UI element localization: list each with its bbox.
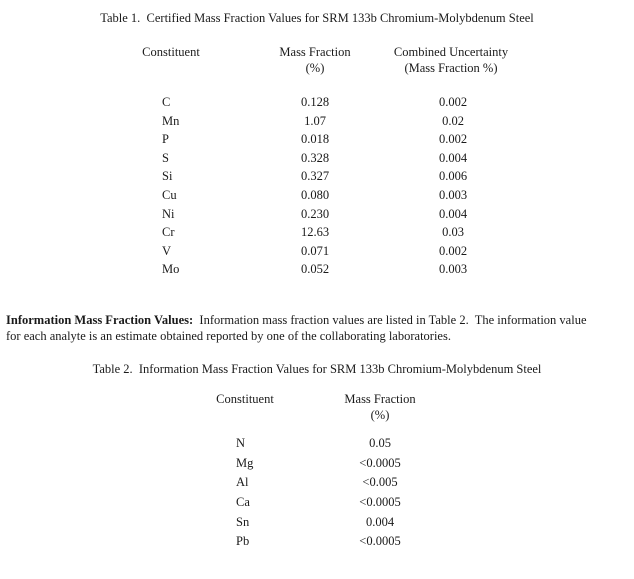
info-paragraph-line2: for each analyte is an estimate obtained reported by one of the collaborating laboratories. xyxy=(6,329,451,344)
uncertainty-cell: 0.002 xyxy=(438,95,468,109)
constituent-cell: Ni xyxy=(162,206,175,221)
table2-header-mass-fraction xyxy=(310,391,450,423)
table-row xyxy=(0,205,634,224)
constituent-cell: Cu xyxy=(162,187,177,202)
mass-fraction-cell: <0.0005 xyxy=(359,534,401,549)
mass-fraction-cell: 12.63 xyxy=(300,225,330,240)
constituent-cell: Pb xyxy=(236,534,250,549)
constituent-cell: C xyxy=(162,95,171,109)
table2-title: Table 2. Information Mass Fraction Values for SRM 133b Chromium-Molybdenum Steel xyxy=(92,362,542,376)
table-row xyxy=(0,454,634,474)
table-row xyxy=(0,149,634,168)
constituent-cell: Mg xyxy=(236,455,254,470)
table-row xyxy=(0,167,634,186)
constituent-cell: Mo xyxy=(162,262,180,277)
constituent-cell: P xyxy=(162,132,169,147)
table-row xyxy=(0,473,634,493)
mass-fraction-cell: 1.07 xyxy=(304,113,326,128)
table1-header-constituent: Constituent xyxy=(142,45,200,59)
constituent-cell: Si xyxy=(162,169,173,184)
mass-fraction-cell: <0.005 xyxy=(362,475,398,490)
mass-fraction-cell: 0.071 xyxy=(300,243,330,258)
table1-header-mass-fraction-label: Mass Fraction xyxy=(279,45,351,59)
table-row xyxy=(0,513,634,533)
mass-fraction-cell: 0.080 xyxy=(300,187,330,202)
uncertainty-cell: 0.02 xyxy=(442,113,464,128)
mass-fraction-cell: 0.004 xyxy=(365,514,395,529)
uncertainty-cell: 0.003 xyxy=(438,187,468,202)
mass-fraction-cell: 0.052 xyxy=(300,262,330,277)
table1-body xyxy=(0,93,634,279)
uncertainty-cell: 0.03 xyxy=(442,225,464,240)
constituent-cell: Mn xyxy=(162,113,180,128)
info-paragraph-line1: Information mass fraction values are listed in Table 2. The information value xyxy=(193,313,587,327)
constituent-cell: S xyxy=(162,150,169,165)
mass-fraction-cell: 0.128 xyxy=(300,95,330,109)
table-row xyxy=(0,186,634,205)
uncertainty-cell: 0.006 xyxy=(438,169,468,184)
constituent-cell: Cr xyxy=(162,225,175,240)
constituent-cell: N xyxy=(236,436,246,450)
uncertainty-cell: 0.002 xyxy=(438,243,468,258)
constituent-cell: Ca xyxy=(236,495,250,510)
uncertainty-cell: 0.003 xyxy=(438,262,468,277)
table1-header-mass-fraction-unit: (%) xyxy=(305,61,325,76)
table2-header-mass-fraction-unit: (%) xyxy=(370,408,390,423)
mass-fraction-cell: 0.230 xyxy=(300,206,330,221)
mass-fraction-cell: 0.018 xyxy=(300,132,330,147)
table-row xyxy=(0,93,634,112)
table-row xyxy=(0,493,634,513)
table1-title: Table 1. Certified Mass Fraction Values for SRM 133b Chromium-Molybdenum Steel xyxy=(100,11,534,25)
table-row xyxy=(0,223,634,242)
table2-header-mass-fraction-label: Mass Fraction xyxy=(344,392,416,406)
constituent-cell: Sn xyxy=(236,514,250,529)
table2-header-constituent: Constituent xyxy=(216,392,274,406)
mass-fraction-cell: 0.327 xyxy=(300,169,330,184)
mass-fraction-cell: <0.0005 xyxy=(359,455,401,470)
uncertainty-cell: 0.004 xyxy=(438,206,468,221)
table-row xyxy=(0,112,634,131)
info-paragraph-bold-label: Information Mass Fraction Values: xyxy=(6,313,194,327)
table1-header-mass-fraction xyxy=(245,44,385,76)
table-row xyxy=(0,130,634,149)
table1-header-uncertainty-unit: (Mass Fraction %) xyxy=(404,61,498,76)
uncertainty-cell: 0.004 xyxy=(438,150,468,165)
mass-fraction-cell: <0.0005 xyxy=(359,495,401,510)
table-row xyxy=(0,434,634,454)
table1-header-uncertainty xyxy=(371,44,531,76)
table-row xyxy=(0,242,634,261)
table2-body xyxy=(0,434,634,552)
info-paragraph xyxy=(6,312,634,345)
table1-header-uncertainty-label: Combined Uncertainty xyxy=(393,45,509,59)
table-row xyxy=(0,532,634,552)
table-row xyxy=(0,260,634,279)
constituent-cell: V xyxy=(162,243,172,258)
constituent-cell: Al xyxy=(236,475,249,490)
uncertainty-cell: 0.002 xyxy=(438,132,468,147)
mass-fraction-cell: 0.328 xyxy=(300,150,330,165)
mass-fraction-cell: 0.05 xyxy=(369,436,391,450)
